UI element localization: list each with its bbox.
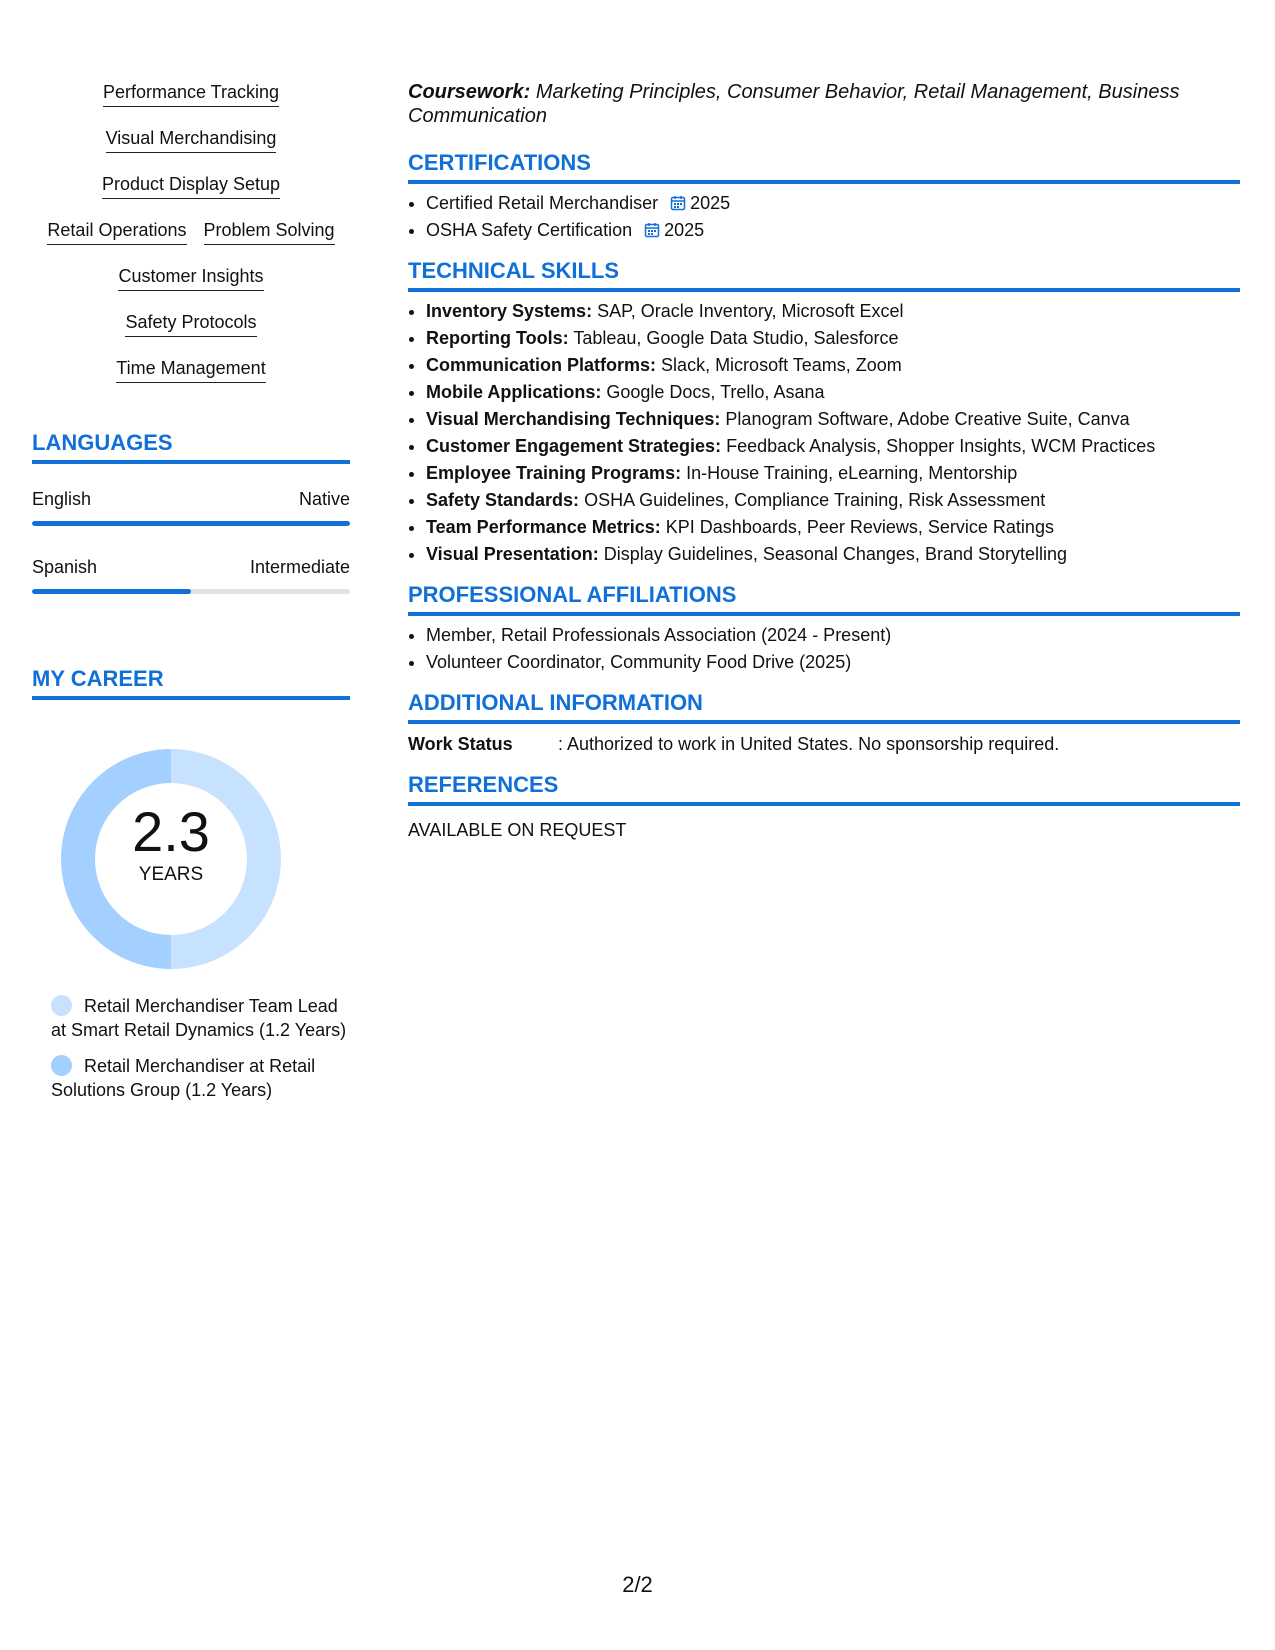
certification-year: 2025	[664, 220, 705, 240]
career-legend	[32, 994, 350, 1102]
technical-skill-value: Display Guidelines, Seasonal Changes, Brand Storytelling	[603, 544, 1068, 564]
technical-skill-label: Customer Engagement Strategies:	[426, 436, 722, 456]
affiliations-list	[408, 622, 1240, 676]
career-unit: YEARS	[138, 864, 204, 885]
language-bar-fill	[32, 521, 350, 526]
left-column	[32, 80, 350, 1102]
affiliations-heading-text: PROFESSIONAL AFFILIATIONS	[408, 582, 737, 607]
technical-skill-value: KPI Dashboards, Peer Reviews, Service Ratings	[665, 517, 1054, 537]
technical-skill-item	[426, 460, 1240, 487]
career-legend-item	[32, 994, 350, 1042]
certification-year: 2025	[690, 193, 731, 213]
career-legend-label: Retail Merchandiser at Retail Solutions Group (1.2 Years)	[51, 1056, 316, 1100]
career-legend-label: Retail Merchandiser Team Lead at Smart Retail Dynamics (1.2 Years)	[51, 996, 347, 1040]
career-heading-text: MY CAREER	[32, 666, 164, 691]
language-item	[32, 556, 350, 594]
technical-skill-label: Mobile Applications:	[426, 382, 602, 402]
technical-skill-item	[426, 298, 1240, 325]
career-donut-chart	[32, 734, 350, 984]
skill-tag: Visual Merchandising	[106, 126, 277, 153]
coursework-label: Coursework:	[408, 81, 531, 103]
technical-skill-value: Tableau, Google Data Studio, Salesforce	[573, 328, 899, 348]
language-bar	[32, 589, 350, 594]
skill-tag: Performance Tracking	[103, 80, 279, 107]
technical-skill-value: SAP, Oracle Inventory, Microsoft Excel	[597, 301, 904, 321]
career-legend-item	[32, 1054, 350, 1102]
technical-skill-label: Visual Presentation:	[426, 544, 599, 564]
language-level: Intermediate	[249, 557, 350, 577]
technical-skill-item	[426, 379, 1240, 406]
references-heading-text: REFERENCES	[408, 772, 559, 797]
work-status-value: : Authorized to work in United States. No sponsorship required.	[558, 734, 1060, 754]
technical-skill-value: Google Docs, Trello, Asana	[606, 382, 825, 402]
technical-skill-item	[426, 406, 1240, 433]
certifications-heading-text: CERTIFICATIONS	[408, 150, 591, 175]
technical-skill-item	[426, 514, 1240, 541]
technical-skill-item	[426, 352, 1240, 379]
technical-skill-label: Communication Platforms:	[426, 355, 657, 375]
technical-skills-heading	[408, 258, 1240, 292]
career-total: 2.3	[132, 800, 210, 863]
coursework	[408, 80, 1240, 128]
technical-skill-value: In-House Training, eLearning, Mentorship	[686, 463, 1018, 483]
skill-tag: Product Display Setup	[102, 172, 280, 199]
page-number: 2/2	[622, 1572, 653, 1597]
skill-tag: Problem Solving	[204, 218, 335, 245]
work-status-label: Work Status	[408, 734, 513, 754]
skills-tag-list	[32, 80, 350, 402]
technical-skill-item	[426, 325, 1240, 352]
technical-skill-label: Team Performance Metrics:	[426, 517, 661, 537]
technical-skill-label: Inventory Systems:	[426, 301, 593, 321]
skill-tag: Retail Operations	[47, 218, 186, 245]
language-name: English	[32, 489, 92, 509]
skill-tag: Time Management	[116, 356, 265, 383]
right-column	[408, 80, 1240, 842]
coursework-text: Marketing Principles, Consumer Behavior, Retail Management, Business Communication	[408, 81, 1180, 127]
technical-skill-value: Planogram Software, Adobe Creative Suite, Canva	[725, 409, 1130, 429]
career-heading	[32, 666, 350, 700]
language-item	[32, 488, 350, 526]
additional-info-heading-text: ADDITIONAL INFORMATION	[408, 690, 703, 715]
certification-name: Certified Retail Merchandiser	[426, 193, 659, 213]
calendar-icon	[670, 195, 686, 211]
technical-skill-item	[426, 487, 1240, 514]
certification-item	[426, 190, 1240, 217]
technical-skill-label: Reporting Tools:	[426, 328, 569, 348]
language-bar-fill	[32, 589, 191, 594]
affiliation-item: • Member, Retail Professionals Association (2024 - Present)	[426, 622, 1240, 649]
technical-skill-label: Employee Training Programs:	[426, 463, 682, 483]
language-level: Native	[298, 489, 350, 509]
legend-dot-icon	[51, 995, 72, 1016]
technical-skill-label: Visual Merchandising Techniques:	[426, 409, 721, 429]
languages-heading-text: LANGUAGES	[32, 430, 173, 455]
technical-skill-value: Feedback Analysis, Shopper Insights, WCM Practices	[726, 436, 1156, 456]
skill-tag: Customer Insights	[118, 264, 263, 291]
references-text: AVAILABLE ON REQUEST	[408, 820, 627, 840]
technical-skill-value: OSHA Guidelines, Compliance Training, Risk Assessment	[584, 490, 1046, 510]
language-bar	[32, 521, 350, 526]
certifications-list	[408, 190, 1240, 244]
technical-skills-list	[408, 298, 1240, 568]
technical-skill-label: Safety Standards:	[426, 490, 580, 510]
references-heading	[408, 772, 1240, 806]
languages-heading	[32, 430, 350, 464]
certifications-heading	[408, 150, 1240, 184]
skill-tag: Safety Protocols	[125, 310, 256, 337]
affiliation-item: • Volunteer Coordinator, Community Food Drive (2025)	[426, 649, 1240, 676]
calendar-icon	[644, 222, 660, 238]
language-name: Spanish	[32, 557, 98, 577]
work-status-row	[408, 732, 1240, 756]
technical-skill-value: Slack, Microsoft Teams, Zoom	[661, 355, 902, 375]
certification-name: OSHA Safety Certification	[426, 220, 633, 240]
additional-info-heading	[408, 690, 1240, 724]
certification-item	[426, 217, 1240, 244]
legend-dot-icon	[51, 1055, 72, 1076]
technical-skills-heading-text: TECHNICAL SKILLS	[408, 258, 620, 283]
technical-skill-item	[426, 541, 1240, 568]
technical-skill-item	[426, 433, 1240, 460]
affiliations-heading	[408, 582, 1240, 616]
